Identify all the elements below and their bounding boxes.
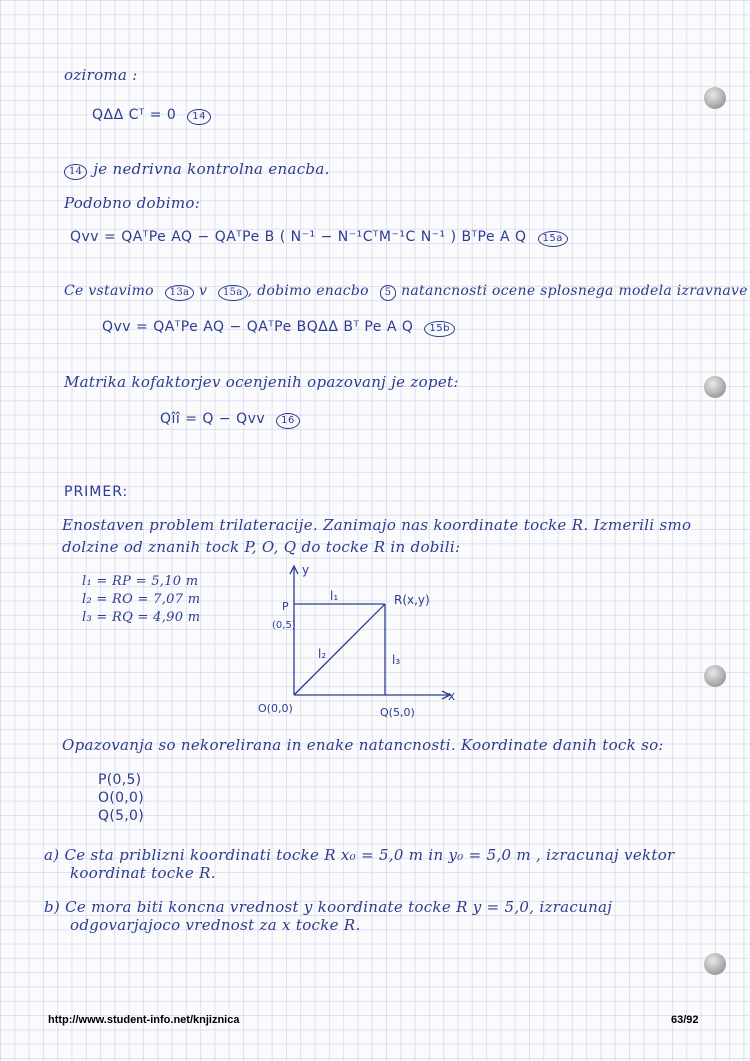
text-task-b-line2: odgovarjajoco vrednost za x tocke R.: [70, 916, 361, 934]
equation-15a: [70, 229, 568, 247]
text-coord-q: Q(5,0): [98, 808, 145, 824]
heading-primer: PRIMER:: [64, 484, 129, 500]
equation-number: 15b: [424, 321, 455, 337]
equation-number: 15a: [538, 231, 568, 247]
equation-16: [160, 411, 300, 429]
point-r-label: R(x,y): [394, 593, 430, 607]
equation-number: 13a: [165, 285, 195, 301]
text-opazovanja: Opazovanja so nekorelirana in enake natancnosti. Koordinate danih tock so:: [62, 736, 664, 754]
point-q-label: Q(5,0): [380, 706, 415, 719]
text-matrika: Matrika kofaktorjev ocenjenih opazovanj je zopet:: [64, 373, 459, 391]
text: , dobimo enacbo: [247, 283, 369, 299]
equation-text: Qvv = QAᵀPe AQ − QAᵀPe B ( N⁻¹ − N⁻¹CᵀM⁻¹C N⁻¹ ) BᵀPe A Q: [70, 229, 527, 245]
text-coord-o: O(0,0): [98, 790, 145, 806]
equation-number: 5: [380, 285, 397, 301]
equation-number: 16: [276, 413, 300, 429]
text-coord-p: P(0,5): [98, 772, 142, 788]
x-axis-label: x: [448, 689, 456, 703]
label-l2: l₂: [318, 647, 327, 661]
equation-text: Qîî = Q − Qvv: [160, 411, 266, 427]
text: natancnosti ocene splosnega modela izravnave: [401, 283, 748, 299]
text-problem-line2: dolzine od znanih tock P, O, Q do tocke R in dobili:: [62, 538, 461, 556]
text-distance-l3: l₃ = RQ = 4,90 m: [82, 610, 201, 625]
text-task-a-line1: a) Ce sta priblizni koordinati tocke R x₀ = 5,0 m in y₀ = 5,0 m , izracunaj vektor: [44, 846, 675, 864]
equation-number: 14: [64, 164, 87, 180]
text-distance-l2: l₂ = RO = 7,07 m: [82, 592, 201, 607]
text-distance-l1: l₁ = RP = 5,10 m: [82, 574, 199, 589]
footer-url: http://www.student-info.net/knjiznica: [48, 1014, 240, 1026]
text-control-equation: [64, 160, 330, 180]
text: Ce vstavimo: [64, 283, 154, 299]
point-p-label: P: [282, 600, 289, 613]
point-o-label: O(0,0): [258, 702, 293, 715]
text-oziroma: oziroma :: [64, 66, 138, 84]
trilateration-diagram: [250, 560, 510, 720]
text-vstavimo: [64, 283, 748, 301]
equation-number: 15a: [218, 285, 248, 301]
line-l2: [294, 604, 385, 695]
binder-hole: [704, 87, 726, 109]
equation-text: Qvv = QAᵀPe AQ − QAᵀPe BQΔΔ Bᵀ Pe A Q: [102, 319, 414, 335]
footer-page-number: 63/92: [671, 1014, 699, 1026]
equation-number: 14: [187, 109, 211, 125]
text-task-b-line1: b) Ce mora biti koncna vrednost y koordinate tocke R y = 5,0, izracunaj: [44, 898, 613, 916]
label-l3: l₃: [392, 653, 401, 667]
equation-15b: [102, 319, 455, 337]
text-podobno: Podobno dobimo:: [64, 194, 201, 212]
binder-hole: [704, 665, 726, 687]
text: v: [199, 283, 208, 299]
equation-text: QΔΔ Cᵀ = 0: [92, 107, 177, 123]
equation-14: [92, 107, 211, 125]
text-problem-line1: Enostaven problem trilateracije. Zanimajo nas koordinate tocke R. Izmerili smo: [62, 516, 692, 534]
label-l1: l₁: [330, 589, 339, 603]
binder-hole: [704, 376, 726, 398]
binder-hole: [704, 953, 726, 975]
text: je nedrivna kontrolna enacba.: [93, 160, 330, 178]
y-axis-label: y: [302, 563, 310, 577]
text-task-a-line2: koordinat tocke R.: [70, 864, 216, 882]
point-p-coord: (0,5): [272, 620, 296, 631]
